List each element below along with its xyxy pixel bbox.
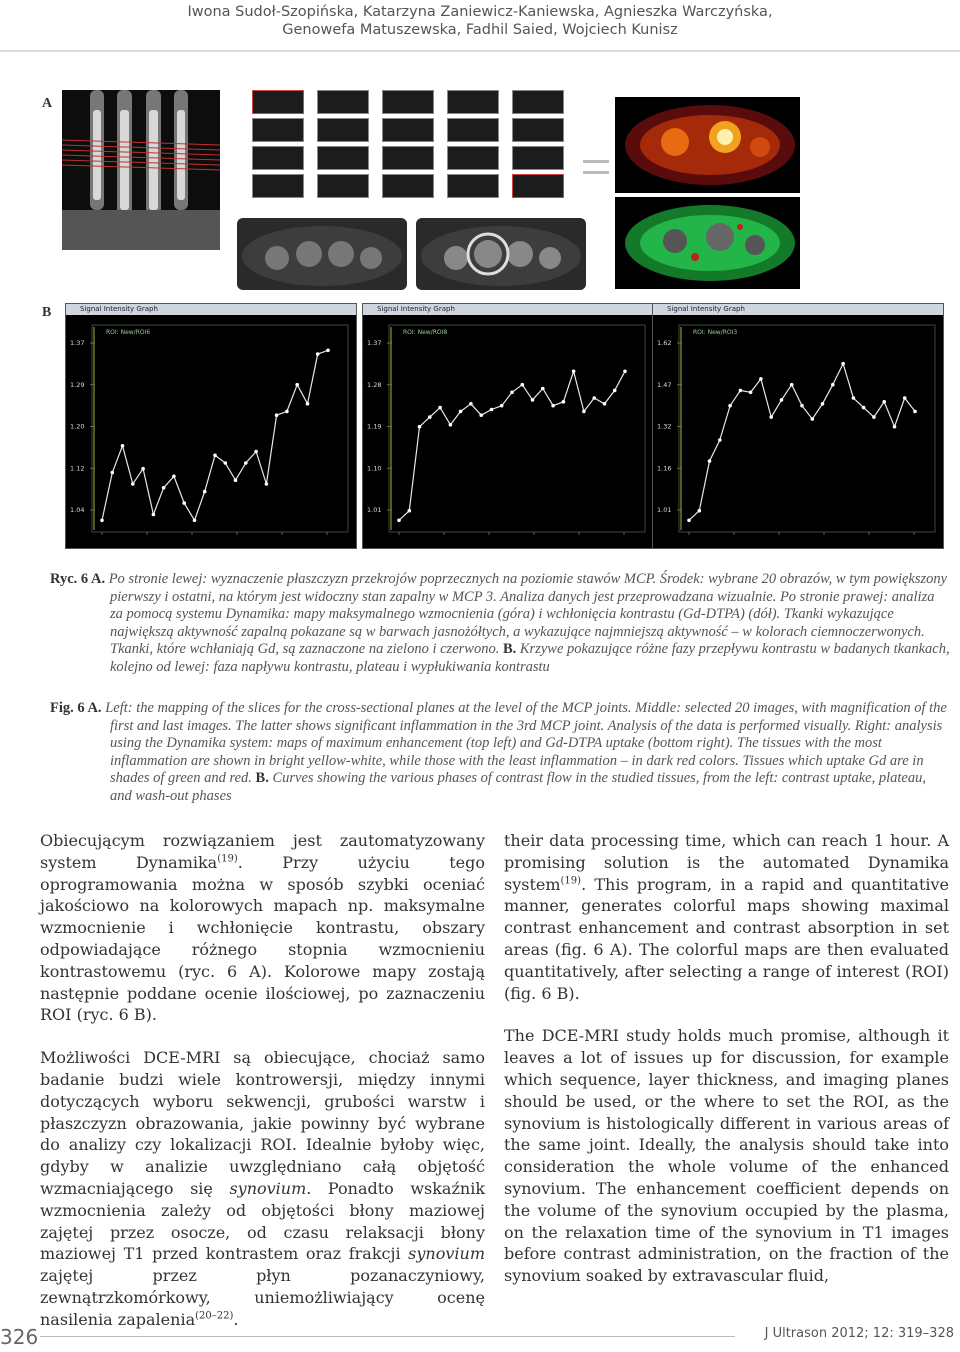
y-tick-label: 1.04 <box>70 506 85 514</box>
data-point <box>254 450 258 454</box>
data-point <box>306 402 310 406</box>
plot-frame <box>389 325 645 532</box>
data-point <box>234 478 238 482</box>
y-tick-label: 1.12 <box>70 464 85 473</box>
data-point <box>862 406 866 410</box>
slice-thumbnail <box>447 90 499 114</box>
data-point <box>811 417 815 421</box>
data-point <box>510 391 514 395</box>
slice-thumbnail <box>382 174 434 198</box>
y-tick-label: 1.32 <box>657 422 672 431</box>
signal-graph-plateau <box>362 303 654 549</box>
data-point <box>449 423 453 427</box>
y-tick-label: 1.29 <box>70 380 85 389</box>
data-point <box>592 396 596 400</box>
panel-b-label: B <box>42 305 52 320</box>
data-point <box>687 519 691 523</box>
data-point <box>708 459 712 463</box>
data-point <box>265 482 269 486</box>
data-point <box>872 415 876 419</box>
data-point <box>698 509 702 513</box>
data-point <box>541 387 545 391</box>
journal-citation: J Ultrason 2012; 12: 319–328 <box>764 1326 954 1341</box>
data-point <box>749 391 753 395</box>
y-tick-label: 1.16 <box>657 464 672 473</box>
header-rule <box>0 50 960 52</box>
plot-frame <box>679 325 935 532</box>
data-point <box>728 404 732 408</box>
data-point <box>152 513 156 517</box>
data-point <box>203 490 207 494</box>
slice-thumbnail <box>252 118 304 142</box>
slice-thumbnail <box>382 90 434 114</box>
slice-thumbnail <box>512 146 564 170</box>
data-point <box>490 408 494 412</box>
paragraph: their data processing time, which can reach 1 hour. A promising solution is the automated Dynamika system$^{(19)}$. This program, in a rapid and quantitative manner, generates colorful maps showing maximal contrast enhancement and contrast absorption in set areas (fig. 6 A). The colorful maps are then evaluated quantitatively, after selecting a range of interest (ROI) (fig. 6 B). <box>504 831 949 1003</box>
caption-text-a: Left: the mapping of the slices for the cross-sectional planes at the level of the MCP joints. Middle: selected 20 images, with magnification of the first and last images. The latter shows significant inflammation in the 3rd MCP joint. Analysis of the data is performed visually. Right: analysis using the Dynamika system: maps of maximum enhancement (top left) and Gd-DTPA uptake (bottom right). The tissues with the most inflammation are shown in bright yellow-white, while those with the least inflammation – in dark red colors. Tissues which uptake Gd are in shades of green and red. <box>105 700 947 786</box>
data-point <box>397 519 401 523</box>
data-point <box>821 402 825 406</box>
y-tick-label: 1.37 <box>367 339 382 347</box>
data-point <box>285 410 289 414</box>
series-line <box>102 350 328 520</box>
slice-thumbnail <box>317 146 369 170</box>
slice-thumbnail <box>252 146 304 170</box>
data-point <box>295 383 299 387</box>
axial-mri-first <box>237 218 407 290</box>
y-tick-label: 1.47 <box>657 380 672 389</box>
slice-thumbnail <box>512 118 564 142</box>
data-point <box>903 396 907 400</box>
data-point <box>769 415 773 419</box>
paragraph: Obiecującym rozwiązaniem jest zautomatyzowany system Dynamika$^{(19)}$. Przy użyciu tego oprogramowania można w sposób szybki oceniać jakościowo na kolorowych mapach np. maksymalne wzmocnienie i wchłonięcie kontrastu, obszary odpowiadające różnego stopnia wzmocnieniu kontrastowemu (ryc. 6 A). Kolorowe mapy zostają następnie poddane ocenie ilościowej, po zaznaczeniu ROI (ryc. 6 B). <box>40 831 485 1025</box>
data-point <box>531 398 535 402</box>
graph-title: Signal Intensity Graph <box>653 304 943 315</box>
caption-text-b: Krzywe pokazujące różne fazy przepływu kontrastu w badanych tkankach, kolejno od lewej: faza napływu kontrastu, plateau i wypłukiwania kontrastu <box>110 641 950 675</box>
caption-lead: Ryc. 6 A. <box>50 571 106 587</box>
slice-thumbnail <box>382 118 434 142</box>
data-point <box>718 438 722 442</box>
data-point <box>913 410 917 414</box>
data-point <box>224 461 228 465</box>
page-number: 326 <box>0 1325 39 1349</box>
signal-graph-uptake <box>65 303 357 549</box>
coronal-mri-image <box>62 90 220 250</box>
data-point <box>131 482 135 486</box>
data-point <box>882 400 886 404</box>
data-point <box>121 444 125 448</box>
running-header <box>0 0 960 55</box>
slice-thumbnail <box>512 90 564 114</box>
gd-uptake-map <box>615 197 800 289</box>
y-tick-label: 1.01 <box>367 506 382 514</box>
data-point <box>613 389 617 393</box>
y-tick-label: 1.10 <box>367 464 382 473</box>
slice-thumbnail <box>317 90 369 114</box>
equals-sign <box>583 160 609 176</box>
max-enhancement-map <box>615 97 800 193</box>
signal-graph-washout <box>652 303 944 549</box>
data-point <box>316 352 320 356</box>
signal-intensity-plot <box>653 315 943 548</box>
plot-frame <box>92 325 348 532</box>
panel-a-label: A <box>42 96 53 111</box>
data-point <box>500 404 504 408</box>
graph-title: Signal Intensity Graph <box>66 304 356 315</box>
data-point <box>111 471 115 475</box>
data-point <box>326 349 330 353</box>
y-tick-label: 1.01 <box>657 506 672 514</box>
slice-thumbnail <box>447 174 499 198</box>
authors-line-1: Iwona Sudoł-Szopińska, Katarzyna Zaniewicz-Kaniewska, Agnieszka Warczyńska, <box>187 4 773 20</box>
data-point <box>800 404 804 408</box>
axial-mri-last <box>416 218 586 290</box>
slice-thumbnail <box>317 118 369 142</box>
slice-thumbnail <box>382 146 434 170</box>
data-point <box>603 402 607 406</box>
y-tick-label: 1.28 <box>367 380 382 389</box>
series-line <box>689 364 915 521</box>
data-point <box>780 398 784 402</box>
y-tick-label: 1.37 <box>70 339 85 347</box>
graph-title: Signal Intensity Graph <box>363 304 653 315</box>
data-point <box>893 425 897 429</box>
data-point <box>459 410 463 414</box>
caption-lead: Fig. 6 A. <box>50 700 102 716</box>
slice-thumbnail <box>252 90 304 114</box>
slice-thumbnail <box>447 146 499 170</box>
data-point <box>213 454 217 458</box>
data-point <box>551 404 555 408</box>
caption-text-b: Curves showing the various phases of contrast flow in the studied tissues, from the left: contrast uptake, plateau, and wash-out phases <box>110 770 926 804</box>
caption-text-a: Po stronie lewej: wyznaczenie płaszczyzn przekrojów poprzecznych na poziomie stawów MCP. Środek: wybrane 20 obrazów, w tym powiększony pierwszy i ostatni, na którym jest widoczny stan zapalny w MCP 3. Analiza danych jest przeprowadzana wizualnie. Po stronie prawej: analiza za pomocą systemu Dynamika: mapy maksymalnego wzmocnienia (góra) i wchłonięcia kontrastu (Gd-DTPA) (dół). Tkanki wykazujące największą aktywność zapalną pokazane są w barwach jasnożółtych, a wykazujące najmniejszą aktywność – w kolorach ciemnoczerwonych. Tkanki, które wchłaniają Gd, są zaznaczone na zielono i czerwono. <box>108 571 948 657</box>
authors-line-2: Genowefa Matuszewska, Fadhil Saied, Wojciech Kunisz <box>282 22 678 38</box>
body-column-polish <box>40 830 485 1352</box>
data-point <box>623 370 627 374</box>
roi-label: ROI: New/ROI6 <box>106 329 151 336</box>
slice-thumbnail <box>447 118 499 142</box>
data-point <box>275 413 279 417</box>
data-point <box>438 406 442 410</box>
data-point <box>244 461 248 465</box>
y-tick-label: 1.20 <box>70 422 85 431</box>
data-point <box>141 467 145 471</box>
slice-thumbnail-grid <box>252 90 604 220</box>
figure-caption-polish <box>50 571 950 676</box>
data-point <box>172 475 176 479</box>
data-point <box>479 413 483 417</box>
data-point <box>562 400 566 404</box>
data-point <box>469 402 473 406</box>
data-point <box>790 383 794 387</box>
body-column-english <box>504 830 949 1308</box>
y-tick-label: 1.19 <box>367 422 382 431</box>
data-point <box>100 519 104 523</box>
signal-intensity-plot <box>363 315 653 548</box>
data-point <box>841 362 845 366</box>
roi-label: ROI: New/ROI8 <box>403 329 448 336</box>
data-point <box>739 389 743 393</box>
data-point <box>418 425 422 429</box>
signal-intensity-plot <box>66 315 356 548</box>
data-point <box>521 383 525 387</box>
data-point <box>831 383 835 387</box>
figure-caption-english <box>50 700 950 805</box>
slice-thumbnail <box>317 174 369 198</box>
roi-label: ROI: New/ROI3 <box>693 329 738 336</box>
data-point <box>162 486 166 490</box>
data-point <box>408 509 412 513</box>
paragraph: The DCE-MRI study holds much promise, although it leaves a lot of issues up for discussion, for example which sequence, layer thickness, and imaging planes should be used, or the where to set the ROI, as the synovium is histologically different in various areas of the same joint. Ideally, the analysis should take into consideration the whole volume of the enhanced synovium. The enhancement coefficient depends on the volume of the synovium occupied by the plasma, on the relaxation time of the synovium in T1 images before contrast administration, on the fraction of the synovium soaked by extravascular fluid, <box>504 1026 949 1286</box>
data-point <box>182 501 186 505</box>
data-point <box>852 396 856 400</box>
data-point <box>572 370 576 374</box>
data-point <box>193 519 197 523</box>
caption-b-lead: B. <box>502 641 517 657</box>
data-point <box>428 415 432 419</box>
data-point <box>582 410 586 414</box>
y-tick-label: 1.62 <box>657 339 672 347</box>
data-point <box>759 377 763 381</box>
slice-thumbnail <box>512 174 564 198</box>
footer-rule <box>40 1336 735 1337</box>
caption-b-lead: B. <box>255 770 269 786</box>
paragraph: Możliwości DCE-MRI są obiecujące, chociaż samo badanie budzi wiele kontrowersji, między innymi dotyczących wyboru sekwencji, grubości warstw i płaszczyzn obrazowania, jakie powinny być wybrane do analizy czy lokalizacji ROI. Idealnie byłoby więc, gdyby w analizie uwzględniano całą objętość wzmacniającego się synovium. Ponadto wskaźnik wzmocnienia zależy od objętości błony maziowej zajętej przez osocze, od czasu relaksacji błony maziowej T1 przed kontrastem oraz frakcji synovium zajętej przez płyn pozanaczyniowy, zewnątrzkomórkowy, uniemożliwiający ocenę nasilenia zapalenia$^{(20-22)}$. <box>40 1048 486 1329</box>
slice-thumbnail <box>252 174 304 198</box>
